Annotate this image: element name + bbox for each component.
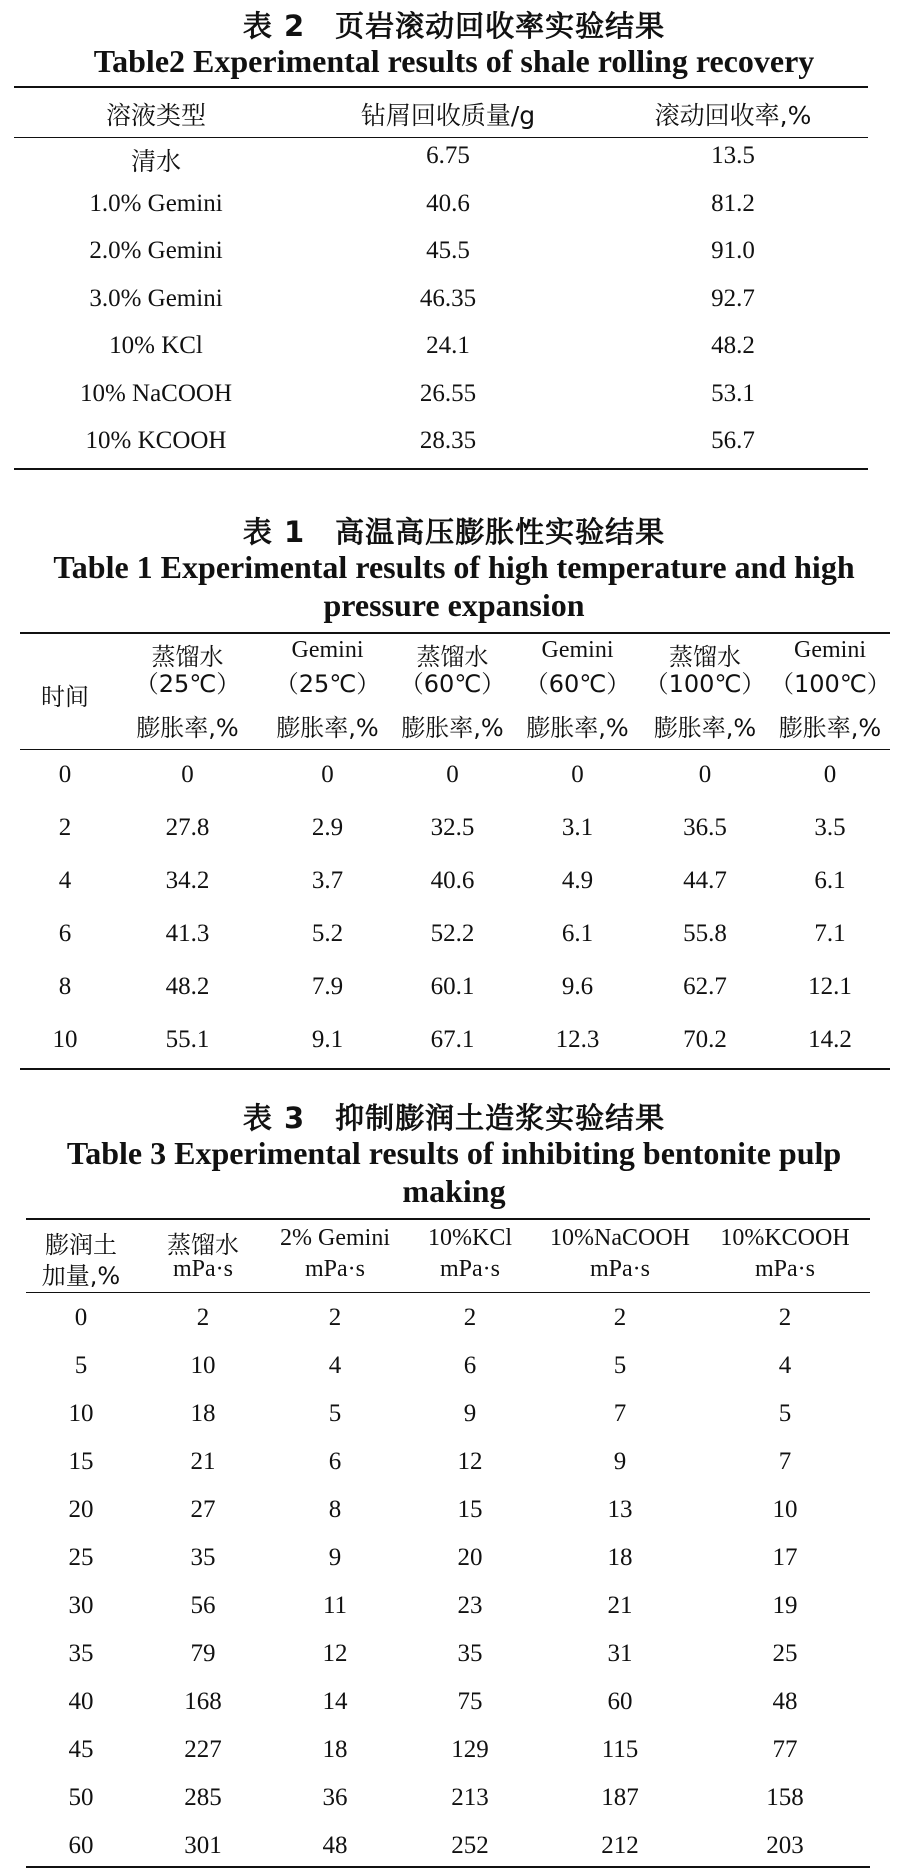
table3-cell: 40 <box>68 1688 94 1715</box>
table3-header-dosage: 加量,% <box>41 1262 121 1290</box>
table3-title-en-line2: making <box>402 1173 506 1209</box>
table1-cell: 44.7 <box>683 867 727 894</box>
table3-cell: 6 <box>328 1448 342 1475</box>
table3-cell: 285 <box>184 1784 222 1811</box>
table1-cell: 41.3 <box>165 920 210 947</box>
table1-cell: 67.1 <box>430 1026 475 1053</box>
table3-cell: 5 <box>74 1352 88 1379</box>
table3-cell: 21 <box>190 1448 216 1475</box>
table2-bottom-rule <box>14 468 868 470</box>
table1-cell: 6 <box>58 920 72 947</box>
table3-cell: 0 <box>74 1304 88 1331</box>
table3-cell: 129 <box>451 1736 489 1763</box>
table2-title-en: Table2 Experimental results of shale rolling recovery <box>93 43 815 79</box>
table3-cell: 12 <box>322 1640 348 1667</box>
table3-header-name: 2% Gemini <box>280 1225 390 1251</box>
table1-cell: 5.2 <box>311 920 344 947</box>
table3-cell: 18 <box>322 1736 348 1763</box>
table3-cell: 7 <box>778 1448 792 1475</box>
table3-cell: 12 <box>457 1448 483 1475</box>
table1-title-cn: 表 1 高温高压膨胀性实验结果 <box>242 515 666 549</box>
table3-cell: 27 <box>190 1496 216 1523</box>
table3-cell: 7 <box>613 1400 627 1427</box>
table1-cell: 10 <box>52 1026 78 1053</box>
table2-header-mass: 钻屑回收质量/g <box>360 101 536 130</box>
table3-cell: 187 <box>601 1784 639 1811</box>
table3-cell: 21 <box>607 1592 633 1619</box>
table1-cell: 8 <box>58 973 72 1000</box>
table1-cell: 0 <box>446 761 459 788</box>
table3-cell: 4 <box>328 1352 342 1379</box>
table3-cell: 31 <box>607 1640 633 1667</box>
table1-cell: 55.1 <box>165 1026 210 1053</box>
table3-cell: 35 <box>190 1544 216 1571</box>
table1-cell: 4 <box>58 867 72 894</box>
table3-cell: 203 <box>766 1832 804 1859</box>
table2-cell: 45.5 <box>426 237 470 264</box>
table3-header-rule <box>26 1292 870 1293</box>
table1-cell: 36.5 <box>683 814 727 841</box>
table1-header-name: 蒸馏水 <box>151 643 224 671</box>
table3-header-name: 蒸馏水 <box>167 1231 239 1259</box>
table2-header-solution: 溶液类型 <box>105 101 206 130</box>
table3-cell: 4 <box>778 1352 792 1379</box>
table3-cell: 17 <box>772 1544 798 1571</box>
table2-cell: 10% KCl <box>109 332 203 359</box>
table1-cell: 70.2 <box>683 1026 727 1053</box>
table1-header-unit: 膨胀率,% <box>653 714 757 742</box>
table3-title-cn: 表 3 抑制膨润土造浆实验结果 <box>242 1101 666 1135</box>
table3-cell: 36 <box>322 1784 348 1811</box>
table3-cell: 227 <box>184 1736 222 1763</box>
table1-cell: 34.2 <box>165 867 210 894</box>
table3-cell: 23 <box>457 1592 483 1619</box>
table2-cell: 28.35 <box>419 427 477 454</box>
table1-header-time: 时间 <box>41 683 89 711</box>
table2-title-cn: 表 2 页岩滚动回收率实验结果 <box>242 9 666 43</box>
table3-cell: 13 <box>607 1496 633 1523</box>
table3-cell: 48 <box>322 1832 348 1859</box>
table1-cell: 0 <box>321 761 334 788</box>
table3-header-name: 10%KCOOH <box>720 1225 850 1251</box>
table1-header-unit: 膨胀率,% <box>136 714 239 742</box>
table2-cell: 13.5 <box>711 142 755 169</box>
table1-cell: 0 <box>181 761 194 788</box>
table3-cell: 6 <box>463 1352 477 1379</box>
table1-header-name: 蒸馏水 <box>669 643 741 671</box>
table3-cell: 25 <box>772 1640 798 1667</box>
table3-cell: 115 <box>601 1736 639 1763</box>
table1-cell: 3.7 <box>311 867 344 894</box>
table3-cell: 35 <box>68 1640 94 1667</box>
table1-cell: 12.3 <box>555 1026 600 1053</box>
table2-cell: 24.1 <box>426 332 470 359</box>
table2-cell: 1.0% Gemini <box>89 189 223 217</box>
table2-header-rate: 滚动回收率,% <box>654 101 812 130</box>
table1-header-unit: 膨胀率,% <box>401 714 504 742</box>
table1-cell: 0 <box>823 761 837 788</box>
table3-cell: 2 <box>196 1304 210 1331</box>
table3-cell: 9 <box>328 1544 342 1571</box>
table3-cell: 75 <box>457 1688 483 1715</box>
table1-header-rule <box>20 749 890 750</box>
table3-cell: 56 <box>190 1592 216 1619</box>
table3-cell: 35 <box>457 1640 483 1667</box>
table3-cell: 252 <box>451 1832 489 1859</box>
table3-header-unit: mPa·s <box>173 1256 233 1282</box>
table3-header-unit: mPa·s <box>590 1256 650 1282</box>
table1-cell: 32.5 <box>430 814 475 841</box>
table2-cell: 91.0 <box>711 237 755 264</box>
table1-cell: 55.8 <box>683 920 727 947</box>
table3-cell: 15 <box>457 1496 483 1523</box>
table1-header-temp: （100℃） <box>644 670 766 698</box>
table1-header-temp: （25℃） <box>274 670 381 698</box>
table3-header-unit: mPa·s <box>305 1256 365 1282</box>
table2-cell: 3.0% Gemini <box>89 284 223 312</box>
table1-cell: 9.6 <box>561 973 594 1000</box>
table1-cell: 4.9 <box>561 867 594 894</box>
table1-cell: 40.6 <box>430 867 475 894</box>
table1-cell: 9.1 <box>311 1026 344 1053</box>
table1-cell: 14.2 <box>808 1026 852 1053</box>
table3-cell: 20 <box>457 1544 483 1571</box>
table1-header-unit: 膨胀率,% <box>276 714 379 742</box>
table3-cell: 79 <box>190 1640 216 1667</box>
table3-cell: 48 <box>772 1688 798 1715</box>
table2-cell: 92.7 <box>711 284 755 312</box>
table1-cell: 7.1 <box>814 920 846 947</box>
table1-cell: 52.2 <box>430 920 475 947</box>
table2-cell: 46.35 <box>419 284 477 312</box>
table1-cell: 6.1 <box>814 867 846 894</box>
table1-cell: 0 <box>698 761 712 788</box>
table3-cell: 168 <box>184 1688 222 1715</box>
table2-cell: 48.2 <box>711 332 755 359</box>
table3-cell: 18 <box>607 1544 633 1571</box>
table1-header-name: Gemini <box>541 637 614 663</box>
table2-cell: 53.1 <box>711 379 755 407</box>
table1-cell: 3.5 <box>814 814 846 841</box>
table1-header-name: Gemini <box>794 637 866 663</box>
table1-header-temp: （60℃） <box>524 670 631 698</box>
table3-top-rule <box>26 1218 870 1220</box>
table3-cell: 2 <box>778 1304 792 1331</box>
table3-header-name: 10%KCl <box>428 1225 512 1251</box>
table3-cell: 301 <box>184 1832 222 1859</box>
table3-header-bentonite: 膨润土 <box>45 1231 117 1259</box>
table1-cell: 27.8 <box>165 814 210 841</box>
table3-cell: 11 <box>322 1592 348 1619</box>
table3-cell: 45 <box>68 1736 94 1763</box>
table3-cell: 19 <box>772 1592 798 1619</box>
table1-cell: 0 <box>571 761 584 788</box>
table3-cell: 20 <box>68 1496 94 1523</box>
table1-header-name: 蒸馏水 <box>416 643 489 671</box>
table1-header-temp: （60℃） <box>399 670 506 698</box>
table1-cell: 60.1 <box>430 973 475 1000</box>
table3-cell: 212 <box>601 1832 639 1859</box>
table1-header-temp: （25℃） <box>134 670 241 698</box>
table2-cell: 40.6 <box>426 189 470 217</box>
table1-cell: 48.2 <box>165 973 210 1000</box>
table1-cell: 2.9 <box>311 814 344 841</box>
table3-title-en-line1: Table 3 Experimental results of inhibiting bentonite pulp <box>66 1135 842 1171</box>
table3-cell: 213 <box>451 1784 489 1811</box>
table3-cell: 10 <box>772 1496 798 1523</box>
table3-header-unit: mPa·s <box>440 1256 500 1282</box>
table3-cell: 15 <box>68 1448 94 1475</box>
table3-cell: 5 <box>778 1400 792 1427</box>
table3-cell: 8 <box>328 1496 342 1523</box>
table1-bottom-rule <box>20 1068 890 1070</box>
table1-header-temp: （100℃） <box>770 670 891 698</box>
table1-cell: 6.1 <box>561 920 594 947</box>
table3-cell: 2 <box>463 1304 477 1331</box>
table3-cell: 77 <box>772 1736 798 1763</box>
table3-header-unit: mPa·s <box>755 1256 815 1282</box>
table3-cell: 30 <box>68 1592 94 1619</box>
table3-cell: 18 <box>190 1400 216 1427</box>
table3-cell: 25 <box>68 1544 94 1571</box>
table3-cell: 2 <box>328 1304 342 1331</box>
table1-cell: 12.1 <box>808 973 852 1000</box>
table1-cell: 3.1 <box>561 814 594 841</box>
table3-bottom-rule <box>26 1866 870 1868</box>
table1-header-unit: 膨胀率,% <box>778 714 882 742</box>
table2-cell: 10% KCOOH <box>85 427 227 454</box>
table3-cell: 9 <box>463 1400 477 1427</box>
table3-cell: 10 <box>190 1352 216 1379</box>
table2-header-rule <box>14 137 868 138</box>
table2-cell: 81.2 <box>711 189 755 217</box>
table2-cell: 6.75 <box>426 142 470 169</box>
table1-title-en-line1: Table 1 Experimental results of high temperature and high <box>53 549 855 585</box>
table2-cell: 26.55 <box>419 379 477 407</box>
table1-title-en-line2: pressure expansion <box>323 587 585 623</box>
table3-cell: 158 <box>766 1784 804 1811</box>
table3-header-name: 10%NaCOOH <box>550 1225 690 1251</box>
table3-cell: 14 <box>322 1688 348 1715</box>
table3-cell: 10 <box>68 1400 94 1427</box>
table1-header-name: Gemini <box>291 637 364 663</box>
table3-cell: 9 <box>613 1448 627 1475</box>
table2-cell: 56.7 <box>711 427 755 454</box>
table1-cell: 62.7 <box>683 973 727 1000</box>
table3-cell: 60 <box>68 1832 94 1859</box>
table3-cell: 50 <box>68 1784 94 1811</box>
table2-cell: 2.0% Gemini <box>89 237 223 264</box>
table2-top-rule <box>14 86 868 88</box>
table1-cell: 0 <box>58 761 72 788</box>
table3-cell: 5 <box>328 1400 342 1427</box>
table1-cell: 7.9 <box>311 973 344 1000</box>
table1-header-unit: 膨胀率,% <box>526 714 629 742</box>
table2-cell: 清水 <box>130 149 181 176</box>
table3-cell: 60 <box>607 1688 633 1715</box>
table3-cell: 5 <box>613 1352 627 1379</box>
table1-cell: 2 <box>58 814 72 841</box>
table3-cell: 2 <box>613 1304 627 1331</box>
table2-cell: 10% NaCOOH <box>79 379 233 407</box>
table1-top-rule <box>20 632 890 634</box>
